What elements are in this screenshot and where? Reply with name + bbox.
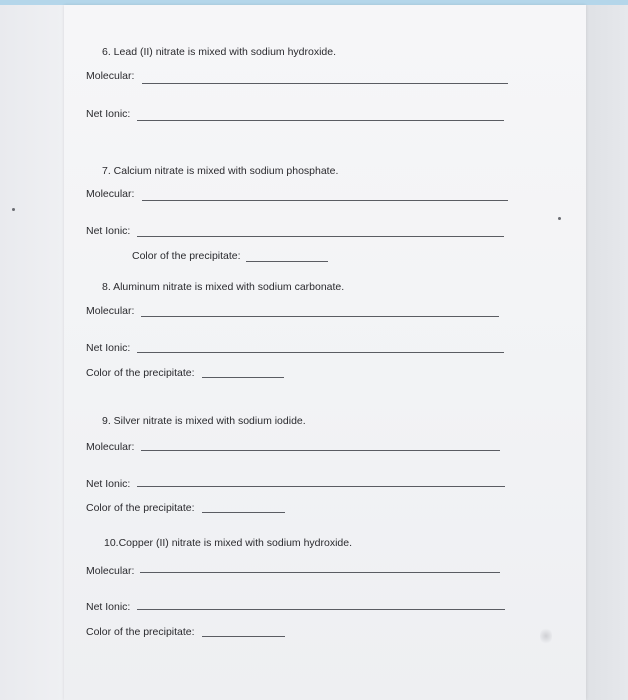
- question-6-molecular-answer-line[interactable]: [142, 83, 508, 84]
- question-9-precipitate-color-answer-line[interactable]: [202, 512, 285, 513]
- question-7-prompt: 7. Calcium nitrate is mixed with sodium phosphate.: [102, 165, 339, 177]
- question-8-net-ionic-answer-line[interactable]: [137, 352, 504, 353]
- question-10-precipitate-color-answer-line[interactable]: [202, 636, 285, 637]
- question-8-prompt: 8. Aluminum nitrate is mixed with sodium carbonate.: [102, 281, 345, 293]
- question-9-prompt: 9. Silver nitrate is mixed with sodium iodide.: [102, 415, 306, 427]
- question-6-molecular-label: Molecular:: [86, 70, 135, 82]
- desk-background-right: [586, 0, 628, 700]
- question-7-net-ionic-label: Net Ionic:: [86, 225, 131, 237]
- question-10-net-ionic-label: Net Ionic:: [86, 601, 131, 613]
- question-7-molecular-answer-line[interactable]: [142, 200, 508, 201]
- question-6-prompt: 6. Lead (II) nitrate is mixed with sodium hydroxide.: [102, 46, 337, 58]
- question-9-molecular-answer-line[interactable]: [141, 450, 500, 451]
- question-10-net-ionic-answer-line[interactable]: [137, 609, 505, 610]
- question-6-net-ionic-answer-line[interactable]: [137, 120, 504, 121]
- question-8-molecular-answer-line[interactable]: [141, 316, 499, 317]
- question-10-prompt: 10.Copper (II) nitrate is mixed with sodium hydroxide.: [104, 537, 353, 549]
- question-8-molecular-label: Molecular:: [86, 305, 135, 317]
- paper-smudge: [540, 627, 552, 645]
- question-9-net-ionic-label: Net Ionic:: [86, 478, 131, 490]
- question-6-net-ionic-label: Net Ionic:: [86, 108, 131, 120]
- paper-speck: [558, 217, 561, 220]
- desk-speck: [12, 208, 15, 211]
- question-10-molecular-label: Molecular:: [86, 565, 135, 577]
- question-10-molecular-answer-line[interactable]: [140, 572, 500, 573]
- question-8-precipitate-color-answer-line[interactable]: [202, 377, 284, 378]
- question-7-precipitate-color-label: Color of the precipitate:: [132, 250, 241, 262]
- desk-background-left: [0, 0, 64, 700]
- question-7-precipitate-color-answer-line[interactable]: [246, 261, 328, 262]
- question-9-molecular-label: Molecular:: [86, 441, 135, 453]
- question-10-precipitate-color-label: Color of the precipitate:: [86, 626, 195, 638]
- question-7-net-ionic-answer-line[interactable]: [137, 236, 504, 237]
- question-8-precipitate-color-label: Color of the precipitate:: [86, 367, 195, 379]
- question-9-precipitate-color-label: Color of the precipitate:: [86, 502, 195, 514]
- question-9-net-ionic-answer-line[interactable]: [137, 486, 505, 487]
- question-7-molecular-label: Molecular:: [86, 188, 135, 200]
- question-8-net-ionic-label: Net Ionic:: [86, 342, 131, 354]
